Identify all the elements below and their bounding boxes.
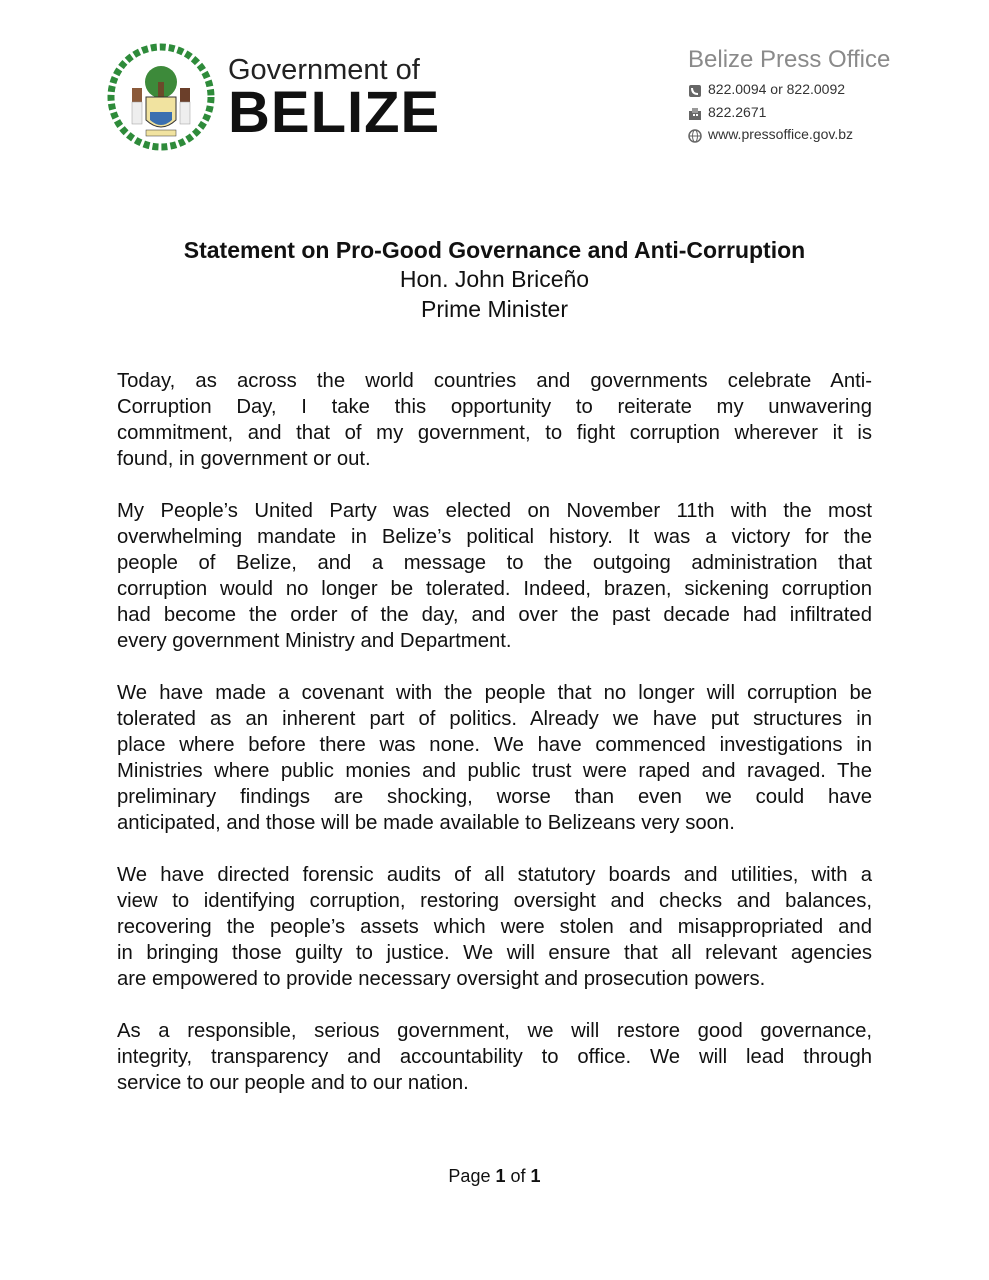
website-line <box>688 123 890 146</box>
logo-line2: BELIZE <box>228 80 441 145</box>
paragraph-line: view to identifying corruption, restoring oversight and checks and balances, <box>117 890 872 912</box>
paragraph-line: tolerated as an inherent part of politics. Already we have put structures in <box>117 708 872 730</box>
paragraph-line: are empowered to provide necessary oversight and prosecution powers. <box>117 968 766 990</box>
paragraph-line: corruption would no longer be tolerated. Indeed, brazen, sickening corruption <box>117 578 872 600</box>
coat-of-arms-logo <box>106 42 216 152</box>
paragraph-line: We have made a covenant with the people that no longer will corruption be <box>117 682 872 704</box>
paragraph-line: people of Belize, and a message to the outgoing administration that <box>117 552 872 574</box>
phone-icon <box>688 82 702 96</box>
paragraph-line: found, in government or out. <box>117 448 371 470</box>
paragraph <box>117 862 872 992</box>
paragraph-line: integrity, transparency and accountability to office. We will lead through <box>117 1046 872 1068</box>
paragraph <box>117 498 872 654</box>
fax-icon <box>688 105 702 119</box>
of-label: of <box>510 1166 526 1186</box>
paragraph-line: every government Ministry and Department. <box>117 630 512 652</box>
paragraph-line: My People’s United Party was elected on November 11th with the most <box>117 500 872 522</box>
paragraph <box>117 680 872 836</box>
phone-number: 822.0094 or 822.0092 <box>708 81 846 97</box>
paragraph-line: overwhelming mandate in Belize’s political history. It was a victory for the <box>117 526 872 548</box>
page-label: Page <box>448 1166 491 1186</box>
globe-icon <box>688 127 702 141</box>
speaker-role: Prime Minister <box>421 296 568 322</box>
website-link[interactable]: www.pressoffice.gov.bz <box>708 126 853 142</box>
press-office-contact <box>688 46 890 146</box>
fax-line <box>688 101 890 124</box>
paragraph-line: We have directed forensic audits of all statutory boards and utilities, with a <box>117 864 872 886</box>
paragraph-line: recovering the people’s assets which were stolen and misappropriated and <box>117 916 872 938</box>
page-number <box>0 1166 989 1187</box>
government-wordmark <box>228 54 441 145</box>
paragraph-line: Corruption Day, I take this opportunity to reiterate my unwavering <box>117 396 872 418</box>
paragraph-line: Today, as across the world countries and governments celebrate Anti- <box>117 370 872 392</box>
paragraph-line: service to our people and to our nation. <box>117 1072 469 1094</box>
phone-line <box>688 78 890 101</box>
fax-number: 822.2671 <box>708 103 767 120</box>
page-total: 1 <box>530 1166 541 1186</box>
paragraph <box>117 1018 872 1096</box>
statement-heading: Statement on Pro-Good Governance and Anti-Corruption <box>183 237 806 263</box>
page-current: 1 <box>495 1166 506 1186</box>
speaker-name: Hon. John Briceño <box>399 266 590 292</box>
paragraph-line: preliminary findings are shocking, worse than even we could have <box>117 786 872 808</box>
paragraph-line: place where before there was none. We have commenced investigations in <box>117 734 872 756</box>
paragraph-line: in bringing those guilty to justice. We will ensure that all relevant agencies <box>117 942 872 964</box>
statement-title-block <box>0 236 989 324</box>
paragraph-line: commitment, and that of my government, to fight corruption wherever it is <box>117 422 872 444</box>
paragraph-line: As a responsible, serious government, we will restore good governance, <box>117 1020 872 1042</box>
paragraph-line: Ministries where public monies and public trust were raped and ravaged. The <box>117 760 872 782</box>
paragraph-line: had become the order of the day, and over the past decade had infiltrated <box>117 604 872 626</box>
logo-line1: Government of <box>228 54 420 86</box>
paragraph <box>117 368 872 472</box>
statement-body <box>117 368 872 1122</box>
paragraph-line: anticipated, and those will be made available to Belizeans very soon. <box>117 812 735 834</box>
press-office-title: Belize Press Office <box>688 46 891 73</box>
